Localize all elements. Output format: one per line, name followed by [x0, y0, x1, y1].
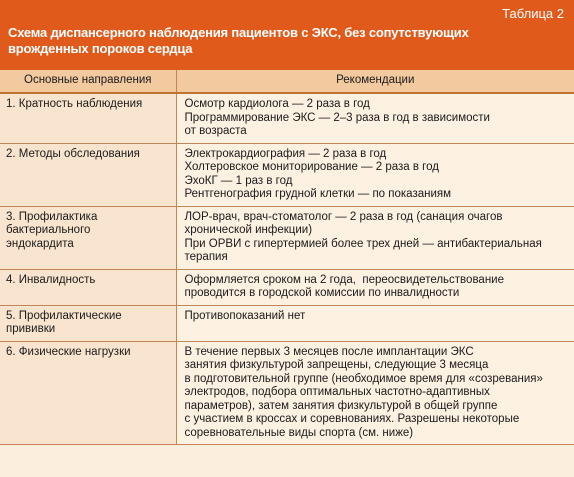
table-title-line-2: врожденных пороков сердца	[8, 41, 193, 56]
recommendation-text-line: с участием в кроссах и соревнованиях. Разрешены некоторые	[184, 413, 520, 425]
recommendations-table	[0, 70, 574, 445]
table-row	[0, 305, 574, 341]
row-direction-cell	[0, 143, 176, 206]
recommendation-text-line: ЛОР-врач, врач-стоматолог — 2 раза в год (санация очагов	[184, 210, 503, 223]
direction-text-line: 1. Кратность наблюдения	[6, 98, 143, 110]
table-row	[0, 206, 574, 269]
recommendation-text-line: хронической инфекции)	[184, 224, 313, 236]
recommendation-text-line: проводится в городской комиссии по инвалидности	[184, 287, 460, 299]
recommendation-text-line: в подготовительной группе (необходимое время для «созревания»	[184, 372, 543, 385]
recommendation-text-line: занятия физкультурой запрещены, следующие 3 месяца	[184, 359, 489, 371]
row-direction-cell	[0, 341, 176, 445]
table-row	[0, 341, 574, 445]
column-header-directions: Основные направления	[0, 70, 176, 93]
table-title-line-1: Схема диспансерного наблюдения пациентов с ЭКС, без сопутствующих	[8, 25, 469, 40]
recommendation-text-line: ЭхоКГ — 1 раз в год	[184, 174, 293, 187]
row-direction-cell	[0, 93, 176, 143]
row-direction-cell	[0, 305, 176, 341]
table-header-row	[0, 70, 574, 93]
recommendation-text-line: соревновательные виды спорта (см. ниже)	[184, 426, 414, 439]
recommendation-text-line: Программирование ЭКС — 2–3 раза в год в зависимости	[184, 111, 490, 124]
table-header-banner	[0, 0, 574, 70]
recommendation-text-line: от возраста	[184, 125, 247, 137]
recommendation-text-line: параметров), затем занятия физкультурой в общей группе	[184, 399, 498, 412]
column-header-recommendations: Рекомендации	[176, 70, 574, 93]
recommendation-text-line: Осмотр кардиолога — 2 раза в год	[184, 98, 370, 110]
table-row	[0, 93, 574, 143]
direction-text-line: 6. Физические нагрузки	[6, 345, 131, 358]
table-title	[8, 25, 508, 57]
recommendation-text-line: Противопоказаний нет	[184, 309, 306, 322]
direction-text-line: 4. Инвалидность	[6, 273, 96, 286]
row-direction-cell	[0, 269, 176, 305]
row-recommendation-cell	[176, 206, 574, 269]
row-direction-cell	[0, 206, 176, 269]
row-recommendation-cell	[176, 143, 574, 206]
recommendation-text-line: терапия	[184, 251, 228, 263]
direction-text-line: эндокардита	[6, 237, 74, 250]
direction-text-line: 2. Методы обследования	[6, 147, 140, 160]
recommendation-text-line: При ОРВИ с гипертермией более трех дней — антибактериальная	[184, 237, 542, 250]
table-number-label: Таблица 2	[502, 6, 564, 21]
recommendation-text-line: электродов, подбора оптимальных частотно-адаптивных	[184, 386, 490, 398]
recommendation-text-line: В течение первых 3 месяцев после имплантации ЭКС	[184, 345, 474, 358]
direction-text-line: бактериального	[6, 224, 91, 236]
recommendation-text-line: Холтеровское мониторирование — 2 раза в год	[184, 161, 439, 173]
table-row	[0, 143, 574, 206]
row-recommendation-cell	[176, 341, 574, 445]
recommendation-text-line: Оформляется сроком на 2 года, переосвидетельствование	[184, 273, 504, 286]
row-recommendation-cell	[176, 305, 574, 341]
recommendation-text-line: Электрокардиография — 2 раза в год	[184, 147, 387, 160]
direction-text-line: прививки	[6, 323, 56, 335]
row-recommendation-cell	[176, 269, 574, 305]
direction-text-line: 3. Профилактика	[6, 210, 98, 223]
recommendation-text-line: Рентгенография грудной клетки — по показаниям	[184, 188, 452, 200]
row-recommendation-cell	[176, 93, 574, 143]
table-row	[0, 269, 574, 305]
direction-text-line: 5. Профилактические	[6, 309, 122, 322]
